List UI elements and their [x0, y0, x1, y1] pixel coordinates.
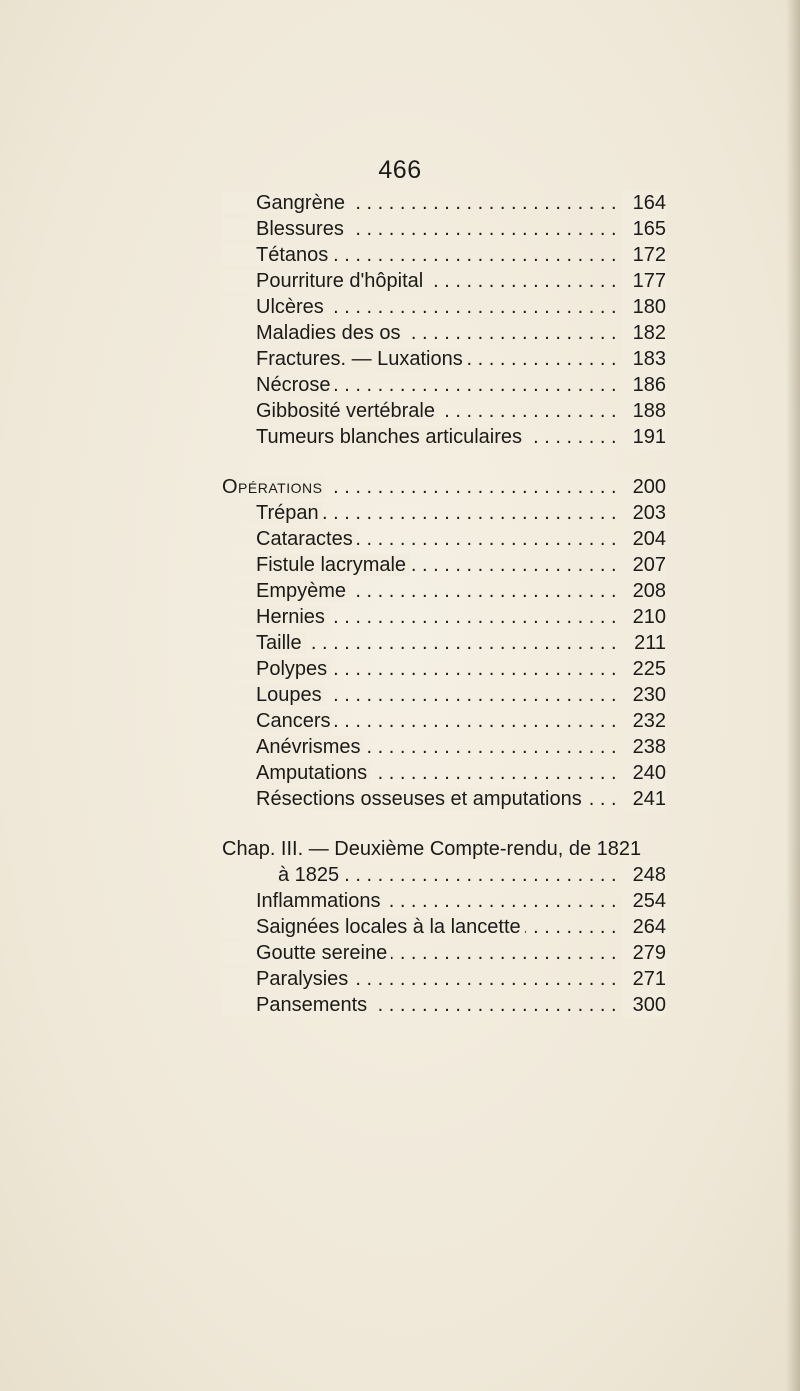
toc-entry-label: Amputations: [222, 762, 371, 784]
table-of-contents: [222, 190, 666, 1018]
toc-entry-amputations: [222, 760, 666, 786]
toc-entry-label: Hernies: [222, 606, 329, 628]
toc-entry-label: Tumeurs blanches articulaires: [222, 426, 526, 448]
toc-entry-label: Goutte sereine: [222, 942, 391, 964]
toc-entry-label: Empyème: [222, 580, 350, 602]
toc-entry-page: 188: [622, 398, 666, 424]
toc-entry-label: Taille: [222, 632, 306, 654]
toc-section-operations: [222, 474, 666, 500]
toc-entry-label: Maladies des os: [222, 322, 405, 344]
toc-entry-page: 225: [622, 656, 666, 682]
toc-entry-label: Paralysies: [222, 968, 352, 990]
toc-entry-label: à 1825: [222, 864, 343, 886]
toc-chapter-heading: [222, 836, 666, 862]
toc-entry-ulceres: [222, 294, 666, 320]
toc-entry-page: 208: [622, 578, 666, 604]
toc-entry-page: 200: [622, 474, 666, 500]
toc-entry-page: 172: [622, 242, 666, 268]
toc-entry-label: Trépan: [222, 502, 323, 524]
toc-entry-page: 180: [622, 294, 666, 320]
toc-entry-fractures: [222, 346, 666, 372]
toc-entry-gibbosite: [222, 398, 666, 424]
toc-entry-label: Cancers: [222, 710, 334, 732]
toc-entry-label: Gangrène: [222, 192, 349, 214]
toc-entry-label: Anévrismes: [222, 736, 364, 758]
toc-entry-page: 300: [622, 992, 666, 1018]
toc-entry-taille: [222, 630, 666, 656]
toc-entry-page: 204: [622, 526, 666, 552]
toc-entry-label: Loupes: [222, 684, 326, 706]
toc-entry-page: 203: [622, 500, 666, 526]
toc-entry-empyeme: [222, 578, 666, 604]
toc-entry-label: Blessures: [222, 218, 348, 240]
toc-entry-chapter-continuation: [222, 862, 666, 888]
toc-entry-page: 279: [622, 940, 666, 966]
toc-entry-hernies: [222, 604, 666, 630]
toc-entry-maladies-des-os: [222, 320, 666, 346]
toc-entry-pansements: [222, 992, 666, 1018]
toc-entry-page: 254: [622, 888, 666, 914]
toc-entry-tetanos: [222, 242, 666, 268]
toc-entry-label: Tétanos: [222, 244, 332, 266]
toc-entry-trepan: [222, 500, 666, 526]
toc-entry-page: 191: [622, 424, 666, 450]
toc-entry-label: Nécrose: [222, 374, 334, 396]
toc-entry-pourriture: [222, 268, 666, 294]
toc-entry-anevrismes: [222, 734, 666, 760]
toc-entry-page: 186: [622, 372, 666, 398]
toc-entry-page: 248: [622, 862, 666, 888]
toc-entry-page: 232: [622, 708, 666, 734]
toc-chapter-label: Chap. III. — Deuxième Compte-rendu, de 1821: [222, 838, 642, 860]
toc-entry-label: Saignées locales à la lancette: [222, 916, 525, 938]
page-edge-shadow: [786, 0, 800, 1391]
toc-entry-label: Pourriture d'hôpital: [222, 270, 427, 292]
toc-section-label: Opérations: [222, 476, 326, 498]
toc-entry-label: Pansements: [222, 994, 371, 1016]
toc-entry-page: 177: [622, 268, 666, 294]
toc-entry-saignees: [222, 914, 666, 940]
toc-entry-gangrene: [222, 190, 666, 216]
toc-entry-page: 241: [622, 786, 666, 812]
toc-entry-goutte-sereine: [222, 940, 666, 966]
toc-entry-label: Fistule lacrymale: [222, 554, 410, 576]
toc-entry-necrose: [222, 372, 666, 398]
toc-entry-paralysies: [222, 966, 666, 992]
toc-entry-cataractes: [222, 526, 666, 552]
toc-entry-loupes: [222, 682, 666, 708]
toc-entry-page: 264: [622, 914, 666, 940]
toc-entry-label: Inflammations: [222, 890, 385, 912]
toc-entry-page: 210: [622, 604, 666, 630]
toc-entry-label: Ulcères: [222, 296, 328, 318]
toc-entry-inflammations: [222, 888, 666, 914]
toc-entry-label: Fractures. — Luxations: [222, 348, 467, 370]
toc-entry-page: 164: [622, 190, 666, 216]
toc-entry-label: Polypes: [222, 658, 331, 680]
toc-entry-page: 240: [622, 760, 666, 786]
toc-entry-resections: [222, 786, 666, 812]
toc-entry-fistule: [222, 552, 666, 578]
toc-entry-page: 183: [622, 346, 666, 372]
toc-entry-cancers: [222, 708, 666, 734]
toc-entry-tumeurs-blanches: [222, 424, 666, 450]
toc-entry-page: 230: [622, 682, 666, 708]
toc-entry-page: 182: [622, 320, 666, 346]
page-number: 466: [378, 156, 422, 184]
toc-entry-polypes: [222, 656, 666, 682]
toc-entry-label: Cataractes: [222, 528, 357, 550]
toc-entry-page: 165: [622, 216, 666, 242]
toc-entry-label: Résections osseuses et amputations: [222, 788, 586, 810]
toc-entry-page: 211: [622, 630, 666, 656]
toc-entry-page: 271: [622, 966, 666, 992]
toc-entry-page: 238: [622, 734, 666, 760]
toc-entry-label: Gibbosité vertébrale: [222, 400, 439, 422]
toc-entry-page: 207: [622, 552, 666, 578]
toc-entry-blessures: [222, 216, 666, 242]
